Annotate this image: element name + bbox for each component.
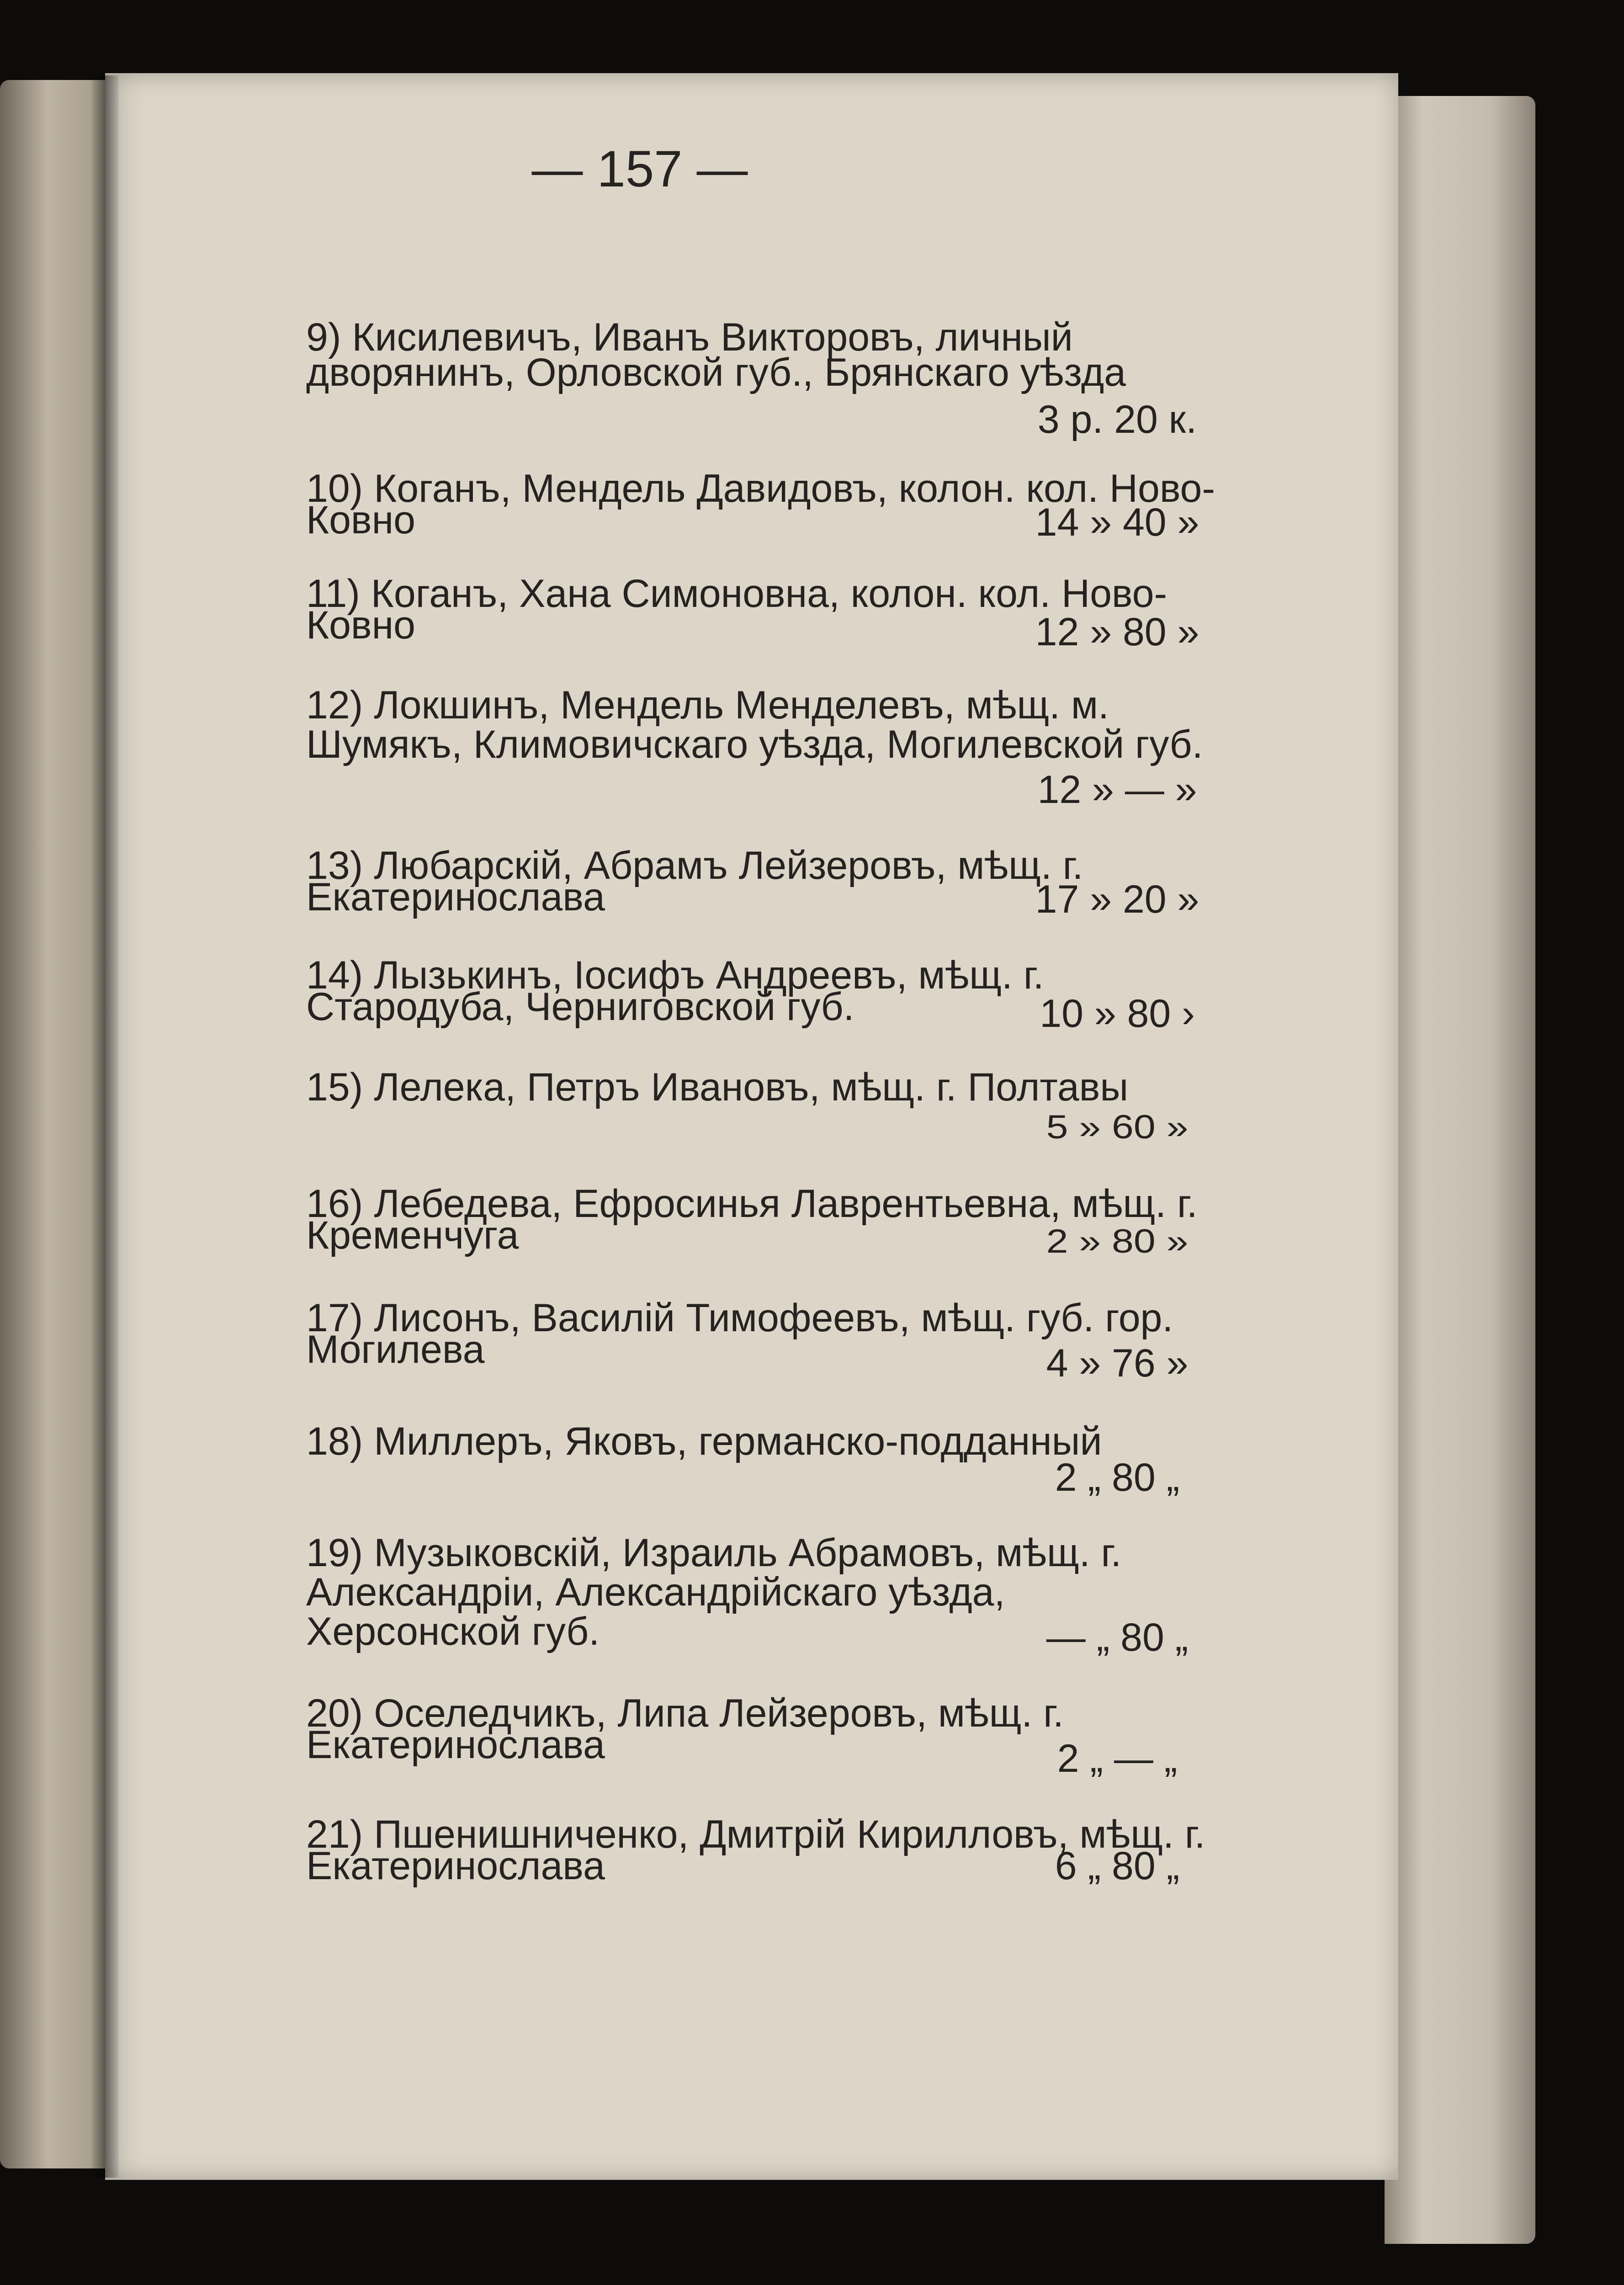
entry-14-text: 14) Лызькинъ, Іосифъ Андреевъ, мѣщ. г. Стародуба, Черниговской губ.: [306, 953, 1044, 1029]
entry-19-amount: — „ 80 „: [1046, 1615, 1189, 1659]
entry-15-text: 15) Лелека, Петръ Ивановъ, мѣщ. г. Полтавы: [306, 1065, 1129, 1109]
entry-10-text: 10) Коганъ, Мендель Давидовъ, колон. кол. Ново-Ковно: [306, 467, 1215, 542]
entry-18-text: 18) Миллеръ, Яковъ, германско-подданный: [306, 1419, 1102, 1463]
entry-16-text: 16) Лебедева, Ефросинья Лаврентьевна, мѣщ. г. Кременчуга: [306, 1182, 1198, 1257]
back-page-stack: [1385, 96, 1535, 2244]
entry-17-amount: 4 » 76 »: [1046, 1341, 1189, 1385]
entry-18-amount: 2 „ 80 „: [1055, 1456, 1180, 1499]
entry-10-amount: 14 » 40 »: [1035, 500, 1199, 544]
entry-19-text: 19) Музыковскій, Израиль Абрамовъ, мѣщ. г. Александріи, Александрійскаго уѣзда, Херсонской губ.: [306, 1531, 1122, 1653]
entry-21-amount: 6 „ 80 „: [1055, 1844, 1180, 1888]
book-gutter-shadow: [91, 75, 119, 2178]
entry-9-text: 9) Кисилевичъ, Иванъ Викторовъ, личный дворянинъ, Орловской губ., Брянскаго уѣзда: [306, 315, 1126, 395]
entry-11-amount: 12 » 80 »: [1035, 610, 1199, 654]
entry-11-text: 11) Коганъ, Хана Симоновна, колон. кол. Ново-Ковно: [306, 572, 1168, 647]
entry-15-amount: 5 » 60 »: [1046, 1108, 1189, 1146]
entry-20-text: 20) Оселедчикъ, Липа Лейзеровъ, мѣщ. г. Екатеринослава: [306, 1691, 1064, 1767]
entry-9-amount: 3 р. 20 к.: [1037, 398, 1197, 441]
entry-13-amount: 17 » 20 »: [1035, 877, 1199, 921]
entry-12-amount: 12 » — »: [1037, 768, 1197, 812]
entry-16-amount: 2 » 80 »: [1046, 1222, 1189, 1260]
page-number: — 157 —: [531, 140, 748, 197]
entry-21-text: 21) Пшенишниченко, Дмитрій Кирилловъ, мѣщ. г. Екатеринослава: [306, 1812, 1205, 1888]
entry-17-text: 17) Лисонъ, Василій Тимофеевъ, мѣщ. губ. гор. Могилева: [306, 1296, 1173, 1371]
entry-12-text: 12) Локшинъ, Мендель Менделевъ, мѣщ. м. Шумякъ, Климовичскаго уѣзда, Могилевской губ.: [306, 683, 1203, 766]
entry-14-amount: 10 » 80 ›: [1040, 992, 1195, 1036]
entry-13-text: 13) Любарскій, Абрамъ Лейзеровъ, мѣщ. г. Екатеринослава: [306, 844, 1083, 919]
left-page-edge: [0, 80, 105, 2168]
entry-20-amount: 2 „ — „: [1057, 1737, 1178, 1780]
